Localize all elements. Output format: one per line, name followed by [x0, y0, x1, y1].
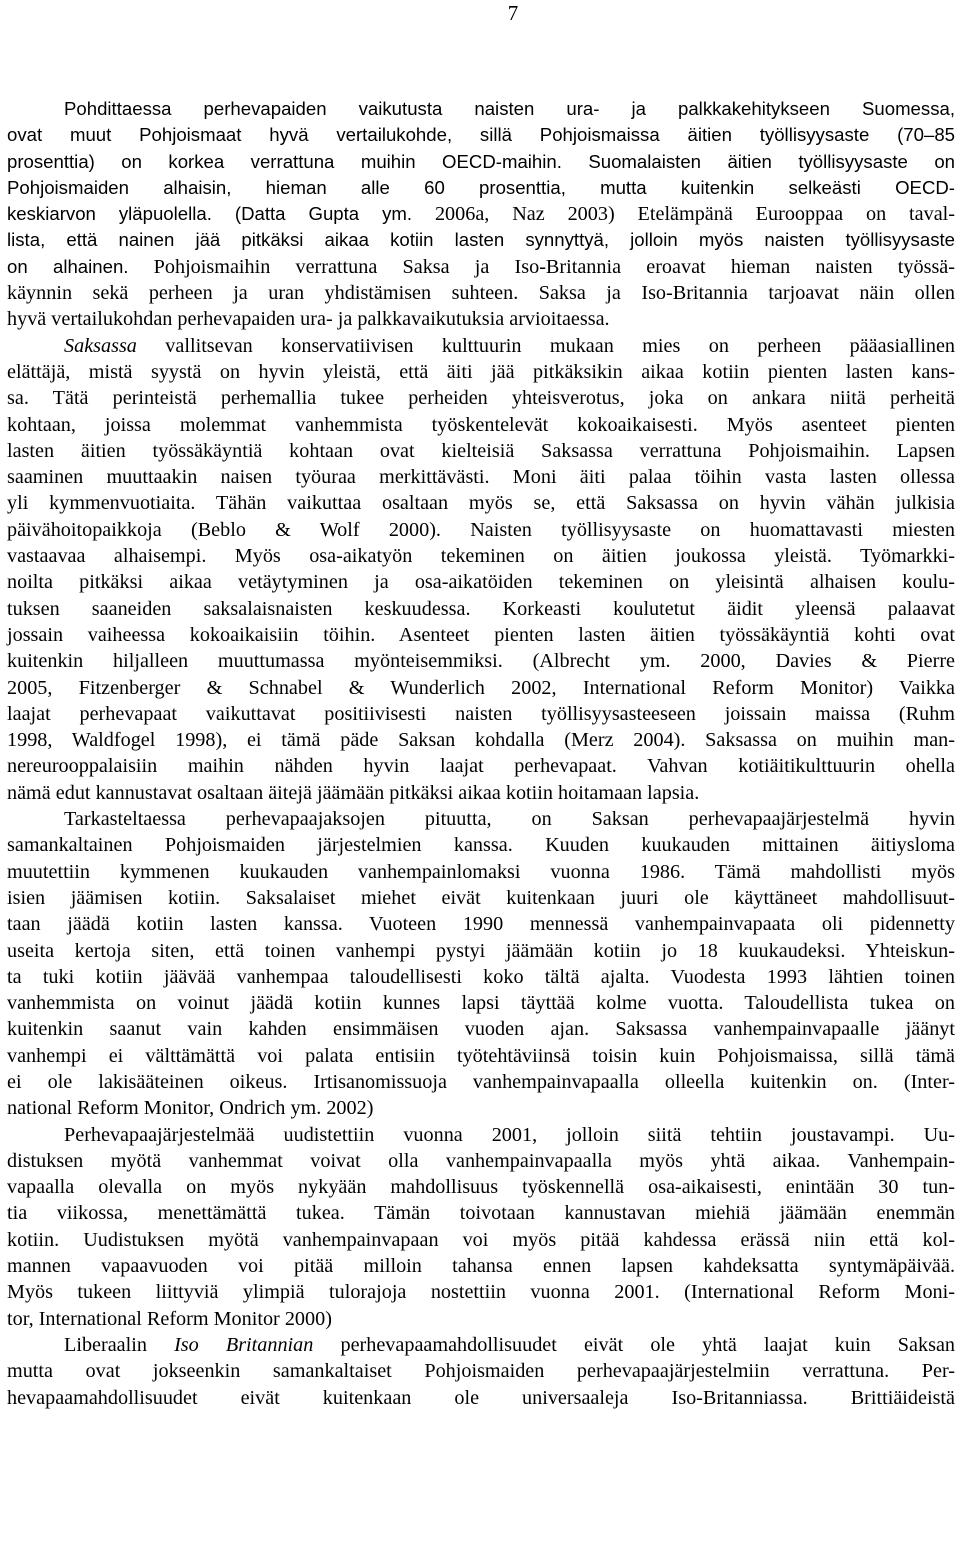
text-line: vanhempi ei välttämättä voi palata entisiin työtehtäviinsä toisin kuin Pohjoismaissa, sillä tämä: [7, 1044, 955, 1067]
text-line: käynnin sekä perheen ja uran yhdistämisen suhteen. Saksa ja Iso-Britannia tarjoavat näin ollen: [7, 282, 955, 305]
text-line: muutettiin kymmenen kuukauden vanhempainlomaksi vuonna 1986. Tämä mahdollisti myös: [7, 860, 955, 883]
text-line: hevapaamahdollisuudet eivät kuitenkaan ole universaaleja Iso-Britanniassa. Brittiäideistä: [7, 1386, 955, 1409]
text-line: on alhainen. Pohjoismaihin verrattuna Saksa ja Iso-Britannia eroavat hieman naisten työssä-: [7, 255, 955, 278]
text-line: elättäjä, mistä syystä on hyvin yleistä, että äiti jää pitkäksikin aikaa kotiin pienten lasten kans-: [7, 360, 955, 383]
text-line: laajat perhevapaat vaikuttavat positiivisesti naisten työllisyysasteeseen joissain maissa (Ruhm: [7, 702, 955, 725]
text-line: tor, International Reform Monitor 2000): [7, 1307, 332, 1330]
text-line: Saksassa vallitsevan konservatiivisen kulttuurin mukaan mies on perheen pääasiallinen: [64, 334, 955, 357]
paragraph: [7, 1332, 955, 1411]
text-line: Tarkasteltaessa perhevapaajaksojen pituutta, on Saksan perhevapaajärjestelmä hyvin: [64, 808, 955, 831]
text-line: tia viikossa, menettämättä tukea. Tämän toivotaan kannustavan miehiä jäämään enemmän: [7, 1202, 955, 1225]
text-line: 2005, Fitzenberger & Schnabel & Wunderlich 2002, International Reform Monitor) Vaikka: [7, 676, 955, 699]
paragraph: [7, 806, 955, 1122]
text-line: lasten äitien työssäkäyntiä kohtaan ovat kielteisiä Saksassa verrattuna Pohjoismaihin. Lapsen: [7, 439, 955, 462]
paragraph: [7, 1122, 955, 1332]
text-line: sa. Tätä perinteistä perhemallia tukee perheiden yhteisverotus, joka on ankara niitä perheitä: [7, 387, 955, 410]
text-line: samankaltainen Pohjoismaiden järjestelmien kanssa. Kuuden kuukauden mittainen äitiysloma: [7, 834, 955, 857]
text-line: Pohdittaessa perhevapaiden vaikutusta naisten ura- ja palkkakehitykseen Suomessa,: [64, 98, 955, 119]
text-line: national Reform Monitor, Ondrich ym. 2002): [7, 1097, 374, 1120]
text-line: kotiin. Uudistuksen myötä vanhempainvapaan voi myös pitää kahdessa erässä niin että kol-: [7, 1228, 955, 1251]
paragraph: [7, 333, 955, 806]
text-line: ei ole lakisääteinen oikeus. Irtisanomissuoja vanhempainvapaalla olleella kuitenkin on. (Inter-: [7, 1070, 955, 1093]
text-line: saaminen muuttaakin naisen työuraa merkittävästi. Moni äiti palaa töihin vasta lasten ollessa: [7, 466, 955, 489]
text-line: tuksen saaneiden saksalaisnaisten keskuudessa. Korkeasti koulutetut äidit yleensä palaavat: [7, 597, 955, 620]
text-line: noilta pitkäksi aikaa vetäytyminen ja osa-aikatöiden tekeminen on yleisintä alhaisen koulu-: [7, 571, 955, 594]
text-line: taan jäädä kotiin lasten kanssa. Vuoteen 1990 mennessä vanhempainvapaata oli pidennetty: [7, 913, 955, 936]
text-line: keskiarvon yläpuolella. (Datta Gupta ym. 2006a, Naz 2003) Etelämpänä Eurooppaa on taval-: [7, 203, 956, 226]
text-line: vapaalla olevalla on myös nykyään mahdollisuus työskennellä osa-aikaisesti, enintään 30 tun-: [7, 1176, 955, 1199]
text-line: vastaavaa alhaisempi. Myös osa-aikatyön tekeminen on äitien joukossa yleistä. Työmarkki-: [7, 545, 955, 568]
text-line: ovat muut Pohjoismaat hyvä vertailukohde, sillä Pohjoismaissa äitien työllisyysaste (70–85: [7, 124, 955, 146]
text-line: jossain vaiheessa kokoaikaisiin töihin. Asenteet pienten lasten äitien työssäkäyntiä kohti ovat: [7, 623, 955, 646]
text-line: nämä edut kannustavat osaltaan äitejä jäämään pitkäksi aikaa kotiin hoitamaan lapsia.: [7, 781, 700, 804]
page-number: 7: [507, 1, 519, 25]
text-line: kuitenkin hiljalleen muuttumassa myönteisemmiksi. (Albrecht ym. 2000, Davies & Pierre: [7, 650, 955, 673]
text-line: lista, että nainen jää pitkäksi aikaa kotiin lasten synnyttyä, jolloin myös naisten työllisyysaste: [7, 229, 955, 251]
text-line: päivähoitopaikkoja (Beblo & Wolf 2000). Naisten työllisyysaste on huomattavasti miesten: [7, 518, 955, 541]
text-line: nereurooppalaisiin maihin nähden hyvin laajat perhevapaat. Vahvan kotiäitikulttuurin ohella: [7, 755, 955, 778]
text-line: Pohjoismaiden alhaisin, hieman alle 60 prosenttia, mutta kuitenkin selkeästi OECD-: [7, 176, 955, 198]
body-text: [7, 96, 955, 1411]
text-line: useita kertoja siten, että toinen vanhempi pystyi jäämään kotiin jo 18 kuukaudeksi. Yhteiskun-: [7, 939, 955, 962]
text-line: Myös tukeen liittyviä ylimpiä tulorajoja nostettiin vuonna 2001. (International Reform Moni-: [7, 1281, 955, 1304]
text-line: yli kymmenvuotiaita. Tähän vaikuttaa osaltaan myös se, että Saksassa on hyvin vähän julkisia: [7, 492, 955, 515]
text-line: Liberaalin Iso Britannian perhevapaamahdollisuudet eivät ole yhtä laajat kuin Saksan: [64, 1333, 955, 1356]
text-line: vanhemmista on voinut jäädä kotiin kunnes lapsi täyttää kolme vuotta. Taloudellista tukea on: [7, 992, 955, 1015]
text-line: distuksen myötä vanhemmat voivat olla vanhempainvapaalla myös yhtä aikaa. Vanhempain-: [7, 1149, 955, 1172]
text-line: mannen vapaavuoden voi pitää milloin tahansa ennen lapsen kahdeksatta syntymäpäivää.: [7, 1255, 955, 1278]
text-line: mutta ovat jokseenkin samankaltaiset Pohjoismaiden perhevapaajärjestelmiin verrattuna. Per-: [7, 1360, 955, 1383]
text-line: hyvä vertailukohdan perhevapaiden ura- ja palkkavaikutuksia arvioitaessa.: [7, 308, 610, 331]
text-line: isien jäämisen kotiin. Saksalaiset miehet eivät kuitenkaan juuri ole käyttäneet mahdollisuut-: [7, 886, 955, 909]
text-line: ta tuki kotiin jäävää vanhempaa taloudellisesti koko tältä ajalta. Vuodesta 1993 lähtien toinen: [7, 965, 955, 988]
text-line: Perhevapaajärjestelmää uudistettiin vuonna 2001, jolloin siitä tehtiin joustavampi. Uu-: [64, 1123, 955, 1146]
text-line: prosenttia) on korkea verrattuna muihin OECD-maihin. Suomalaisten äitien työllisyysaste on: [7, 150, 955, 172]
text-line: kuitenkin saanut vain kahden ensimmäisen vuoden ajan. Saksassa vanhempainvapaalle jäänyt: [7, 1018, 955, 1041]
paragraph: [7, 96, 955, 333]
text-line: kohtaan, joissa molemmat vanhemmista työskentelevät kokoaikaisesti. Myös asenteet pienten: [7, 413, 955, 436]
text-line: 1998, Waldfogel 1998), ei tämä päde Saksan kohdalla (Merz 2004). Saksassa on muihin man-: [7, 729, 955, 752]
